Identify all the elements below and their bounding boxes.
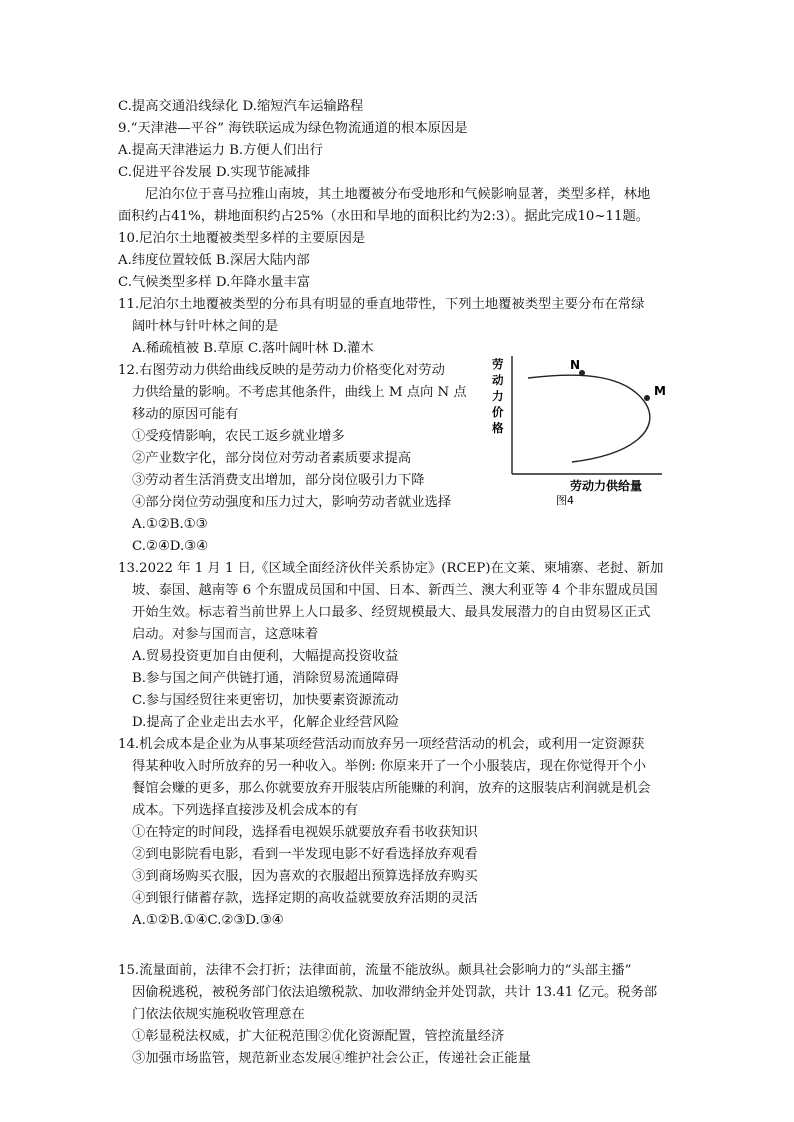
q14-stem-line-2: 得某种收入时所放弃的另一种收入。举例: 你原来开了一个小服装店，现在你觉得开个小 [132,759,646,774]
q15-stem-line-1: 15.流量面前，法律不会打折；法律面前，流量不能放纵。颇具社会影响力的“头部主播” [118,963,632,978]
y-axis-label-char-3: 力 [492,389,504,403]
q14-item-1: ①在特定的时间段，选择看电视娱乐就要放弃看书收获知识 [132,825,478,840]
q13-stem-line-1: 13.2022 年 1 月 1 日,《区域全面经济伙伴关系协定》(RCEP)在文莱、柬埔寨、老挝、新加 [118,561,664,576]
q12-item-3: ③劳动者生活消费支出增加，部分岗位吸引力下降 [132,473,425,488]
q10-stem: 10.尼泊尔土地覆被类型多样的主要原因是 [118,231,366,246]
q13-option-a: A.贸易投资更加自由便利，大幅提高投资收益 [132,649,399,664]
q12-item-4: ④部分岗位劳动强度和压力过大，影响劳动者就业选择 [132,495,452,510]
q14-item-3: ③到商场购买衣服，因为喜欢的衣服超出预算选择放弃购买 [132,869,478,884]
q12-stem-line-1: 12.右图劳动力供给曲线反映的是劳动力价格变化对劳动 [118,363,445,378]
labor-supply-figure [486,346,676,506]
q14-stem-line-1: 14.机会成本是企业为从事某项经营活动而放弃另一项经营活动的机会，或利用一定资源获 [118,737,645,752]
point-m-marker [644,395,650,401]
q15-items-3-4: ③加强市场监管，规范新业态发展④维护社会公正，传递社会正能量 [132,1051,531,1066]
x-axis-label: 劳动力供给量 [570,479,643,493]
q9-stem: 9.“天津港—平谷” 海铁联运成为绿色物流通道的根本原因是 [118,121,468,136]
q13-option-d: D.提高了企业走出去水平，化解企业经营风险 [132,715,400,730]
q13-stem-line-2: 坡、泰国、越南等 6 个东盟成员国和中国、日本、新西兰、澳大利亚等 4 个非东盟成员国 [132,583,658,598]
q13-stem-line-4: 启动。对参与国而言，这意味着 [132,627,319,642]
q14-item-4: ④到银行储蓄存款，选择定期的高收益就要放弃活期的灵活 [132,891,478,906]
y-axis-label-char-2: 动 [492,373,504,387]
q15-items-1-2: ①彰显税法权威，扩大征税范围②优化资源配置，管控流量经济 [132,1029,505,1044]
q12-item-2: ②产业数字化，部分岗位对劳动者素质要求提高 [132,451,412,466]
q13-stem-line-3: 开始生效。标志着当前世界上人口最多、经贸规模最大、最具发展潜力的自由贸易区正式 [132,605,651,620]
q12-options-ab: A.①②B.①③ [132,517,208,532]
q14-stem-line-4: 成本。下列选择直接涉及机会成本的有 [132,803,359,818]
q14-stem-line-3: 餐馆会赚的更多，那么你就要放弃开服装店所能赚的利润，放弃的这服装店利润就是机会 [132,781,651,796]
q9-options-ab: A.提高天津港运力 B.方便人们出行 [118,143,323,158]
y-axis-label-char-1: 劳 [492,357,504,371]
nepal-passage-line-2: 面积约占41%，耕地面积约占25%（水田和旱地的面积比约为2:3）。据此完成10~11题。 [118,209,650,224]
q11-options: A.稀疏植被 B.草原 C.落叶阔叶林 D.灌木 [132,341,374,356]
q12-options-cd: C.②④D.③④ [132,539,209,554]
q10-options-cd: C.气候类型多样 D.年降水量丰富 [118,275,311,290]
q12-stem-line-2: 力供给量的影响。不考虑其他条件，曲线上 M 点向 N 点 [132,385,467,400]
q15-stem-line-2: 因偷税逃税，被税务部门依法追缴税款、加收滞纳金并处罚款，共计 13.41 亿元。税务部 [132,985,658,1000]
q13-option-c: C.参与国经贸往来更密切，加快要素资源流动 [132,693,399,708]
q8-options-cd: C.提高交通沿线绿化 D.缩短汽车运输路程 [118,99,364,114]
q15-stem-line-3: 门依法依规实施税收管理意在 [132,1007,305,1022]
q11-stem-line-2: 阔叶林与针叶林之间的是 [132,319,279,334]
point-m-label: M [654,384,666,398]
q13-option-b: B.参与国之间产供链打通，消除贸易流通障碍 [132,671,399,686]
q12-stem-line-3: 移动的原因可能有 [132,407,239,422]
y-axis-label-char-4: 价 [492,405,504,419]
q10-options-ab: A.纬度位置较低 B.深居大陆内部 [118,253,310,268]
q12-item-1: ①受疫情影响，农民工返乡就业增多 [132,429,345,444]
q14-options: A.①②B.①④C.②③D.③④ [132,913,284,928]
q9-options-cd: C.促进平谷发展 D.实现节能减排 [118,165,311,180]
labor-supply-curve [528,375,650,462]
q11-stem-line-1: 11.尼泊尔土地覆被类型的分布具有明显的垂直地带性，下列土地覆被类型主要分布在常绿 [118,297,645,312]
nepal-passage-line-1: 尼泊尔位于喜马拉雅山南坡，其土地覆被分布受地形和气候影响显著，类型多样，林地 [145,187,651,202]
y-axis-label-char-5: 格 [492,421,504,435]
point-n-label: N [570,358,581,372]
figure-caption: 图4 [556,494,574,506]
q14-item-2: ②到电影院看电影，看到一半发现电影不好看选择放弃观看 [132,847,478,862]
